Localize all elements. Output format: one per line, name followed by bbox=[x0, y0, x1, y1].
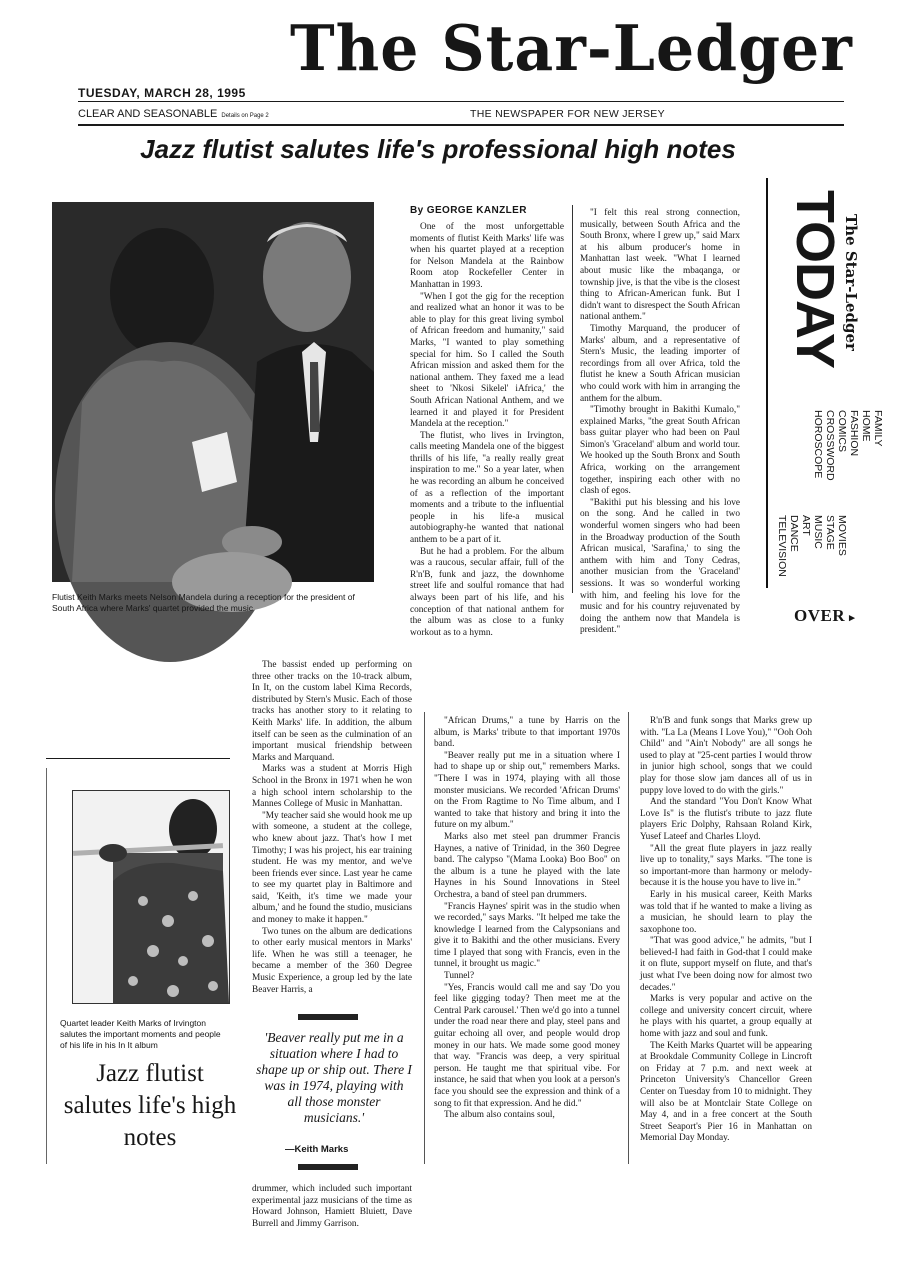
section-home: HOME bbox=[860, 410, 872, 442]
pull-quote-bar-bottom bbox=[298, 1164, 358, 1170]
today-flag: TODAY bbox=[785, 190, 845, 369]
paragraph: But he had a problem. For the album was a raucous, secular affair, full of the R'n'B, funk and jazz, the downhome street life and soulful romance that had always been part of his life, and his conception of that national anthem for the album was as close to a funky workout as to a hymn. bbox=[410, 546, 564, 638]
paragraph: Marks was a student at Morris High School in the Bronx in 1971 when he won a high school intern scholarship to the Mannes College of Music in Manhattan. bbox=[252, 764, 412, 810]
paragraph: "That was good advice," he admits, "but I believed-I had faith in God-that I could make it on flute, support myself on flute, and that's just what I've been doing now for almost two decades." bbox=[640, 936, 812, 993]
newspaper-motto: THE NEWSPAPER FOR NEW JERSEY bbox=[470, 108, 665, 120]
over-text: OVER bbox=[794, 606, 846, 625]
section-fashion: FASHION bbox=[848, 410, 860, 457]
section-television: TELEVISION bbox=[776, 515, 788, 577]
paragraph: "My teacher said she would hook me up with someone, a student at the college, who knew about jazz. That's how I met Timothy; I was his project, his ear training student. He was my mentor, and we've been friends ever since. Last year he came to see my quartet play in Baltimore and said, 'Keith, it's time we made your album,' and he found the studio, musicians and money to make it happen." bbox=[252, 810, 412, 926]
paragraph: R'n'B and funk songs that Marks grew up with. "La La (Means I Love You)," "Ooh Ooh Child" and "Ain't Nobody" are all songs he used to play at "25-cent parties I would throw in junior high school, songs that we could play for those slow jam dances all of us in puppy love loved to do with the girls." bbox=[640, 716, 812, 796]
over-label bbox=[794, 606, 855, 626]
paragraph: Marks also met steel pan drummer Francis Haynes, a native of Trinidad, in the 360 Degree band. The calypso "(Mama Looka) Boo Boo" on the album is a tune he played with the late Haynes in his Sound Innovations in Steel Orchestra, a band of steel pan drummers. bbox=[434, 831, 620, 900]
paragraph: And the standard "You Don't Know What Love Is" is the flutist's tribute to jazz flute players Eric Dolphy, Rahsaan Roland Kirk, Yusef Lateef and Charles Lloyd. bbox=[640, 797, 812, 842]
section-family: FAMILY bbox=[872, 410, 884, 447]
article-column-3 bbox=[252, 660, 412, 1012]
paragraph: The flutist, who lives in Irvington, calls meeting Mandela one of the biggest thrills of his life, "a really really great inspiration to me." So a year later, when he was recording an album he conceived of as a reflection of the important moments and a tribute to the influential people in his life-a musical autobiography-he wanted that national anthem to be a part of it. bbox=[410, 430, 564, 546]
today-masthead: The Star-Ledger bbox=[842, 214, 860, 351]
paragraph: drummer, which included such important experimental jazz musicians of the time as Howard Johnson, Hamiett Bluiett, Dave Burrell and Jimmy Garrison. bbox=[252, 1184, 412, 1229]
paragraph: Marks is very popular and active on the college and university concert circuit, where he plays with his quartet, a group equally at home with jazz and soul and funk. bbox=[640, 994, 812, 1040]
section-stage: STAGE bbox=[824, 515, 836, 550]
paragraph: "Bakithi put his blessing and his love on the song. And he called in two wonderful women singers who had been in the Broadway production of the South African musical, 'Sarafina,' to sing the anthem with him and Tony Cedras, another musician from the 'Graceland' sessions. It was so wonderful working with him, and feeling his love for the music and for his country rejuvenated by doing the anthem now that Mandela is president." bbox=[580, 497, 740, 636]
pull-quote-attribution: —Keith Marks bbox=[285, 1144, 349, 1155]
paragraph: "Francis Haynes' spirit was in the studio when we recorded," says Marks. "It helped me take the knowledge I learned from the Calypsonians and give it to Bakithi and the other musicians. Every time I played that song with Francis, even in the tunnel, it brought us magic." bbox=[434, 901, 620, 970]
mandela-photo-image bbox=[52, 202, 374, 582]
paragraph: Early in his musical career, Keith Marks was told that if he wanted to make a living as a musician, he should learn to play the saxophone too. bbox=[640, 889, 812, 935]
arrow-right-icon: ▸ bbox=[849, 612, 856, 624]
mandela-photo bbox=[52, 202, 374, 582]
weather-note: Details on Page 2 bbox=[221, 113, 269, 119]
section-crossword: CROSSWORD bbox=[824, 410, 836, 481]
section-movies: MOVIES bbox=[836, 515, 848, 556]
pull-quote: 'Beaver really put me in a situation where I had to shape up or ship out. There I was in 1974, playing with all those monster musicians.' bbox=[256, 1030, 412, 1125]
article-column-5 bbox=[640, 716, 812, 1168]
paragraph: "African Drums," a tune by Harris on the album, is Marks' tribute to that important 1970s band. bbox=[434, 716, 620, 750]
article-column-4 bbox=[434, 716, 620, 1168]
paragraph: The bassist ended up performing on three other tracks on the 10-track album, In It, on the custom label Kima Records, distributed by Stern's Music. Each of those tracks has another story to it relating to Keith Marks' life. In addition, the album itself can be seen as the culmination of an important musical friendship between Marks and Marquand. bbox=[252, 660, 412, 763]
keith-marks-photo bbox=[72, 790, 230, 1004]
paragraph: Tunnel? bbox=[444, 971, 475, 982]
section-music: MUSIC bbox=[812, 515, 824, 549]
article-column-2 bbox=[580, 208, 740, 636]
article-column-3-tail bbox=[252, 1184, 412, 1240]
issue-date: TUESDAY, MARCH 28, 1995 bbox=[78, 86, 246, 100]
paragraph: "Beaver really put me in a situation where I had to shape up or ship out," remembers Marks. "There I was in 1974, playing with all those monster musicians. We recorded 'African Drums' on the From Ragtime to No Time album, and I wanted to take that history and bring it into the future on my album." bbox=[434, 750, 620, 831]
pull-quote-bar-top bbox=[298, 1014, 358, 1020]
sidebar-headline: Jazz flutist salutes life's high notes bbox=[63, 1060, 237, 1151]
paragraph: "All the great flute players in jazz really live up to tonality," says Marks. "The tone is so important-more than harmony or melody-because it is the house you have to live in." bbox=[640, 843, 812, 889]
sidebar-left-rule bbox=[46, 768, 47, 1164]
masthead-rule-top bbox=[78, 101, 844, 102]
section-art: ART bbox=[800, 515, 812, 536]
paragraph: "Yes, Francis would call me and say 'Do you feel like gigging today? Then meet me at the Central Park carousel.' Then we'd go into a tunnel under the road near there and play, steel pans and guitar echoing all over, and people would drop money in our hats. We made some good money that way. "Francis was deep, a very spiritual person. He taught me that spiritual vibe. For instance, he said that when you look at a person's face you should see the expression and think of a song to fit that expression. And he did." bbox=[434, 982, 620, 1109]
paragraph: "Timothy brought in Bakithi Kumalo," explained Marks, "the great South African bass guitar player who had been on Paul Simon's 'Graceland' album and world tour. We hooked up the South Bronx and South Africa, working on the arrangement together, inspiring each other with no clash of egos. bbox=[580, 405, 740, 497]
byline: By GEORGE KANZLER bbox=[410, 205, 527, 216]
section-comics: COMICS bbox=[836, 410, 848, 452]
weather-line bbox=[78, 108, 269, 120]
sidebar-rule-top bbox=[46, 758, 230, 759]
paragraph: "I felt this real strong connection, musically, between South Africa and the South Bronx, where I grew up," said Marx at his album producer's home in Manhattan last week. "What I learned about music like the mbaqanga, or township jive, is that the vibe is the closest thing to African-American funk. But I didn't want to disrespect the South African national anthem." bbox=[580, 208, 740, 323]
article-headline: Jazz flutist salutes life's professional high notes bbox=[140, 134, 736, 164]
paragraph: One of the most unforgettable moments of flutist Keith Marks' life was when his quartet played at a reception for Nelson Mandela at the Rainbow Room atop Rockefeller Center in Manhattan in 1993. bbox=[410, 222, 564, 290]
keith-marks-photo-image bbox=[73, 791, 229, 1003]
today-rule bbox=[766, 178, 768, 588]
paragraph: The Keith Marks Quartet will be appearing at Brookdale Community College in Lincroft on Friday at 7 p.m. and next week at Princeton University's Chancellor Green Center on Tuesday from 10 to midnight. They will also be at Montclair State College on May 4, and in a free concert at the South Street Seaport's Pier 16 in Manhattan on Memorial Day Monday. bbox=[640, 1040, 812, 1144]
weather-text: CLEAR AND SEASONABLE bbox=[78, 108, 218, 120]
photo-caption: Flutist Keith Marks meets Nelson Mandela during a reception for the president of South Africa where Marks' quartet provided the music bbox=[52, 592, 355, 613]
column-divider bbox=[572, 205, 573, 593]
today-sections-right bbox=[776, 515, 848, 590]
column-divider bbox=[424, 712, 425, 1164]
sidebar-caption: Quartet leader Keith Marks of Irvington salutes the important moments and people of his life in his In It album bbox=[60, 1018, 221, 1050]
article-column-1 bbox=[410, 222, 564, 638]
paragraph: Two tunes on the album are dedications to other early musical mentors in Marks' life. When he was still a teenager, he became a member of the 360 Degree Music Experience, a group led by the late Beaver Harris, a bbox=[252, 926, 412, 995]
section-dance: DANCE bbox=[788, 515, 800, 552]
paragraph: Timothy Marquand, the producer of Marks' album, and a representative of Stern's Music, the leading importer of recordings from all over Africa, told the flutist he knew a South African musician who could work with him in arranging the anthem for the album. bbox=[580, 323, 740, 404]
masthead-title: The Star-Ledger bbox=[290, 12, 853, 86]
masthead-rule-bottom bbox=[78, 124, 844, 126]
paragraph: The album also contains soul, bbox=[444, 1110, 555, 1121]
section-horoscope: HOROSCOPE bbox=[812, 410, 824, 479]
column-divider bbox=[628, 712, 629, 1164]
paragraph: "When I got the gig for the reception and realized what an honor it was to be able to play for this great living symbol of African freedom and humanity," said Marks, "I wanted to play something special for him. So I called the South African mission and asked them for the national anthem. They faxed me a lead sheet to 'Nkosi Sikelel' iAfrica,' the South African National Anthem, and we learned it and played it for President Mandela at the reception." bbox=[410, 291, 564, 430]
